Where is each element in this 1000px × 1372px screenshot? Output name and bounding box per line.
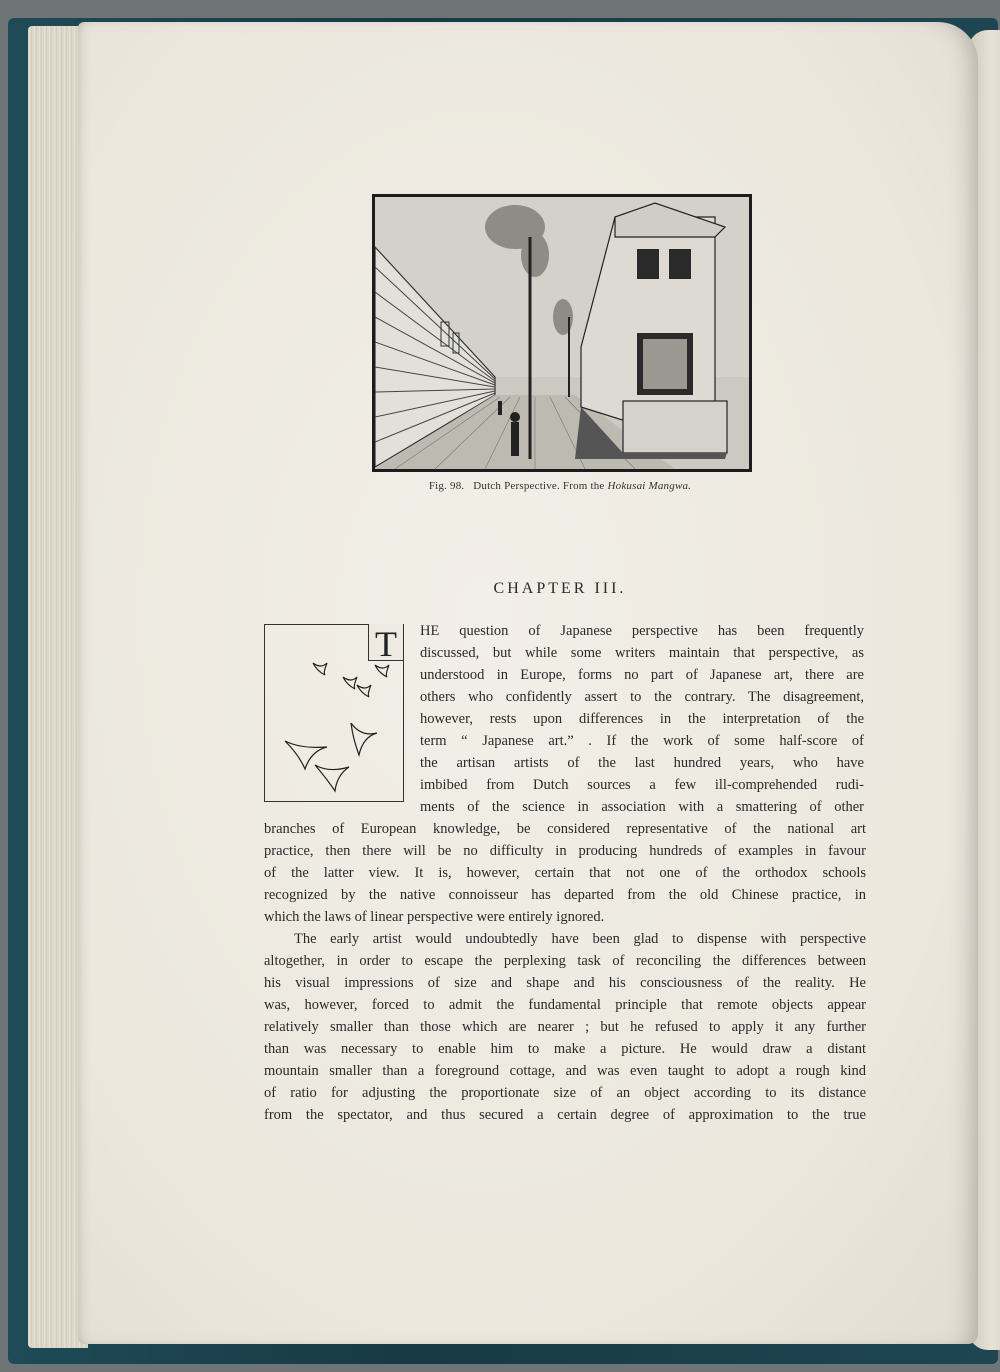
text-line: imbibed from Dutch sources a few ill-comprehended rudi- [420,777,864,793]
caption-title: Hokusai Mangwa. [607,480,692,492]
text-line: of ratio for adjusting the proportionate size of an object according to its distance [264,1085,866,1101]
text-line: however, rests upon differences in the interpretation of the [420,711,864,727]
text-line: relatively smaller than those which are nearer ; but he refused to apply it any further [264,1019,866,1035]
text-line: than was necessary to enable him to make a picture. He would draw a distant [264,1041,866,1057]
text-line-last: which the laws of linear perspective were entirely ignored. [264,909,605,925]
text-line: recognized by the native connoisseur has departed from the old Chinese practice, in [264,887,866,903]
paragraph-2-first-line: The early artist would undoubtedly have been glad to dispense with perspective [294,931,866,947]
figure-illustration [372,194,752,472]
text-line: ments of the science in association with a smattering of other [420,799,864,815]
text-line: his visual impressions of size and shape and his consciousness of the reality. He [264,975,866,991]
text-line: HE question of Japanese perspective has been frequently [420,623,864,639]
text-line: others who confidently assert to the contrary. The disagreement, [420,689,864,705]
text-line: understood in Europe, forms no part of Japanese art, there are [420,667,864,683]
dropcap-letter: T [368,624,403,661]
caption-prefix: Fig. 98. [428,480,465,492]
text-line: altogether, in order to escape the perplexing task of reconciling the differences between [264,953,866,969]
text-line: branches of European knowledge, be considered representative of the national art [264,821,866,837]
text-line: discussed, but while some writers maintain that perspective, as [420,645,864,661]
text-line: practice, then there will be no difficulty in producing hundreds of examples in favour [264,843,866,859]
text-line: term “ Japanese art.” . If the work of some half-score of [420,733,864,749]
chapter-heading: CHAPTER III. [493,580,627,597]
text-line: mountain smaller than a foreground cottage, and was even taught to adopt a rough kind [264,1063,866,1079]
text-line: of the latter view. It is, however, certain that not one of the orthodox schools [264,865,866,881]
figure-caption [300,480,820,492]
paragraph-1-indented [420,620,864,818]
text-line: the artisan artists of the last hundred years, who have [420,755,864,771]
text-line: from the spectator, and thus secured a certain degree of approximation to the true [264,1107,866,1123]
text-line: was, however, forced to admit the fundamental principle that remote objects appear [264,997,866,1013]
body-text [264,818,866,1126]
caption-text: Dutch Perspective. From the [473,480,605,492]
